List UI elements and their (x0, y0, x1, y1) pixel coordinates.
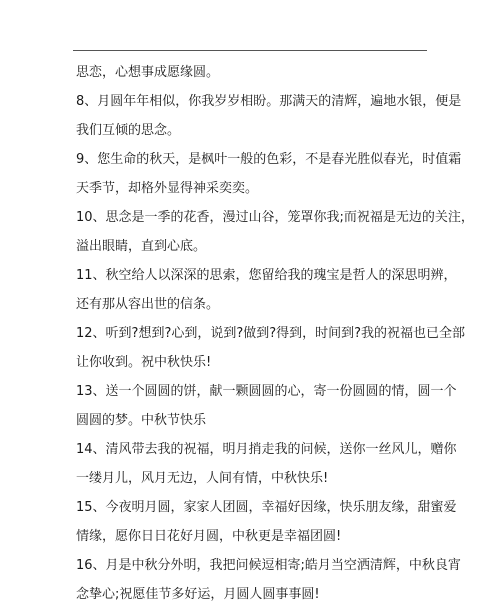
text-line: 10、思念是一季的花香，漫过山谷，笼罩你我;而祝福是无边的关注， (76, 210, 474, 225)
text-line: 圆圆的梦。中秋节快乐 (76, 413, 207, 428)
text-line: 9、您生命的秋天，是枫叶一般的色彩，不是春光胜似春光，时值霜 (76, 152, 462, 167)
document-body (76, 58, 474, 609)
text-line: 12、听到?想到?心到，说到?做到?得到，时间到?我的祝福也已全部 (76, 326, 466, 341)
text-line: 我们互倾的思念。 (76, 123, 181, 138)
text-line: 还有那从容出世的信条。 (76, 297, 220, 312)
text-line: 情缘，愿你日日花好月圆，中秋更是幸福团圆! (76, 529, 342, 544)
text-line: 溢出眼睛，直到心底。 (76, 239, 207, 254)
text-line: 14、清风带去我的祝福，明月捎走我的问候，送你一丝风儿，赠你 (76, 442, 457, 457)
text-line: 天季节，却格外显得神采奕奕。 (76, 181, 259, 196)
text-line: 15、今夜明月圆，家家人团圆，幸福好因缘，快乐朋友缘，甜蜜爱 (76, 500, 457, 515)
text-line: 一缕月儿，风月无边，人间有情，中秋快乐! (76, 471, 329, 486)
top-divider (73, 50, 427, 51)
text-line: 8、月圆年年相似，你我岁岁相盼。那满天的清辉，遍地水银，便是 (76, 94, 462, 109)
text-line: 13、送一个圆圆的饼，献一颗圆圆的心，寄一份圆圆的情，圆一个 (76, 384, 457, 399)
text-line: 思恋，心想事成愿缘圆。 (76, 65, 220, 80)
text-line: 16、月是中秋分外明，我把问候逗相寄;皓月当空洒清辉，中秋良宵 (76, 558, 461, 573)
text-line: 11、秋空给人以深深的思索，您留给我的瑰宝是哲人的深思明辨， (76, 268, 457, 283)
text-line: 让你收到。祝中秋快乐! (76, 355, 212, 370)
text-line: 念挚心;祝愿佳节多好运，月圆人圆事事圆! (76, 587, 320, 602)
